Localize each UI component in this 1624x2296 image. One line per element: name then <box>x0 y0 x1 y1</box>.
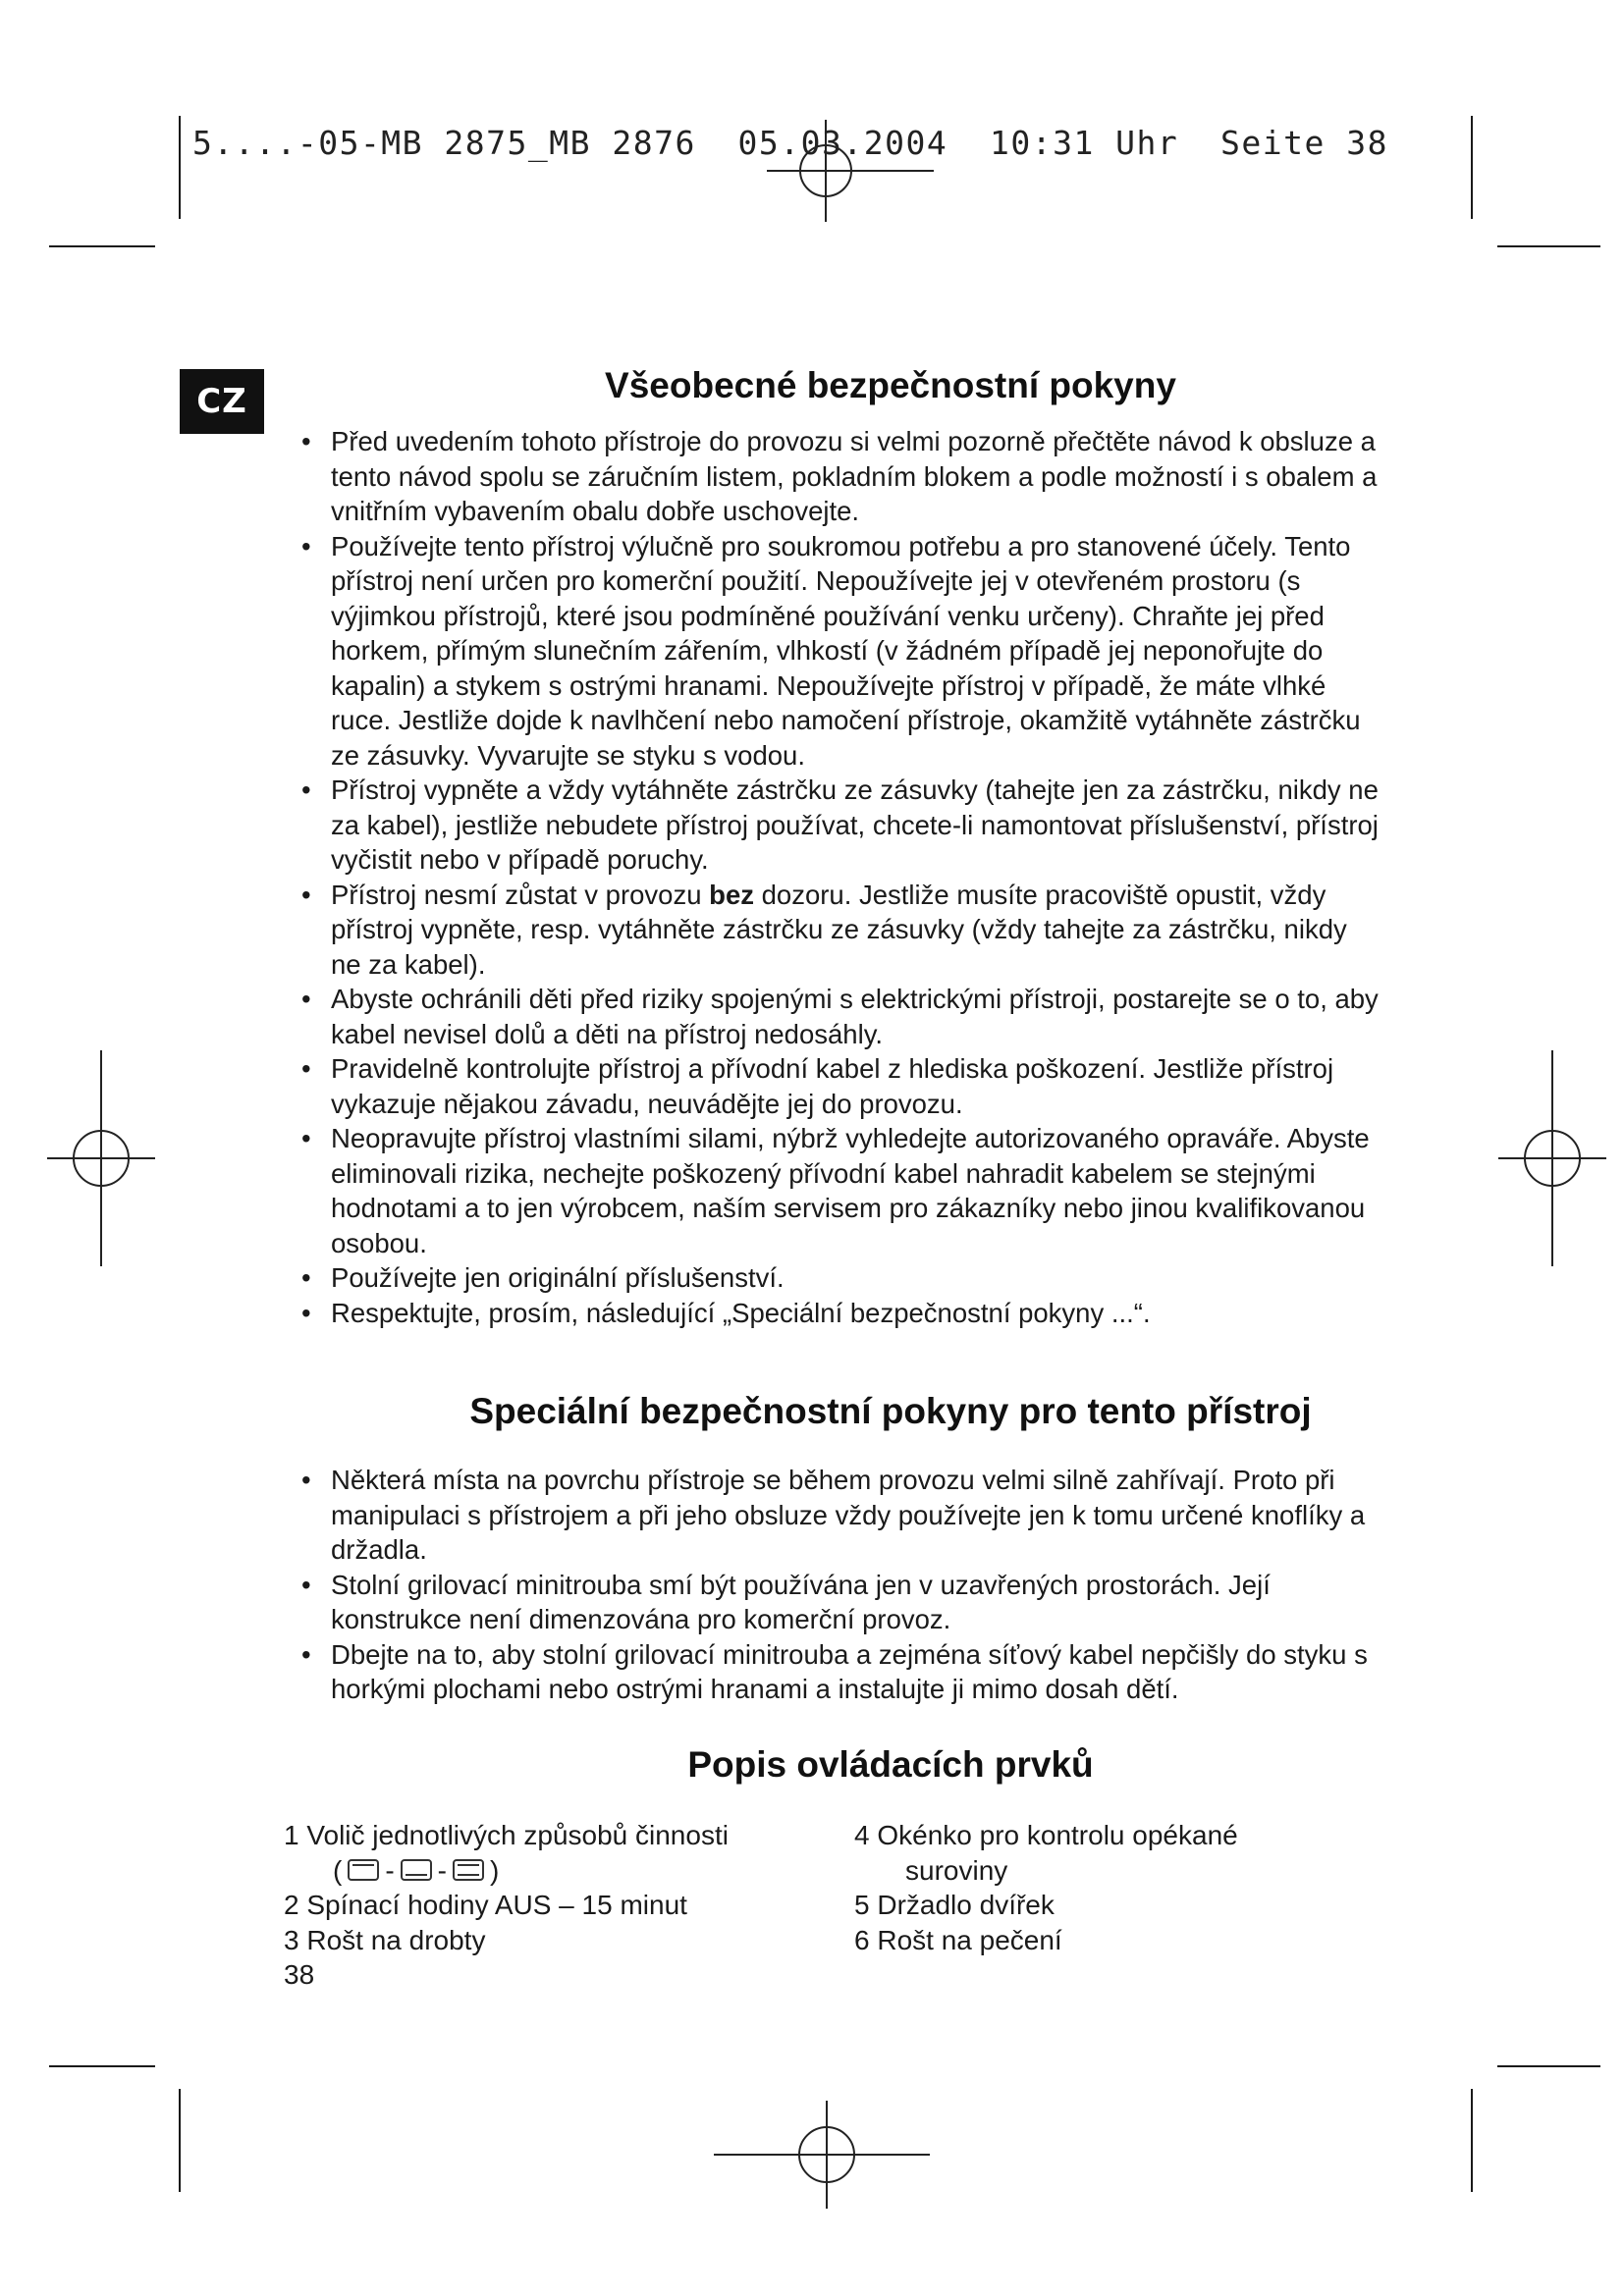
control-item: 5 Držadlo dvířek <box>854 1890 1055 1920</box>
control-item: 3 Rošt na drobty <box>284 1924 486 1955</box>
list-item: • Abyste ochránili děti před riziky spojenými s elektrickými přístroji, postarejte se o to, aby kabel nevisel dolů a děti na přístroj nedosáhly. <box>301 984 1379 1049</box>
bullet-icon: • <box>301 1262 311 1293</box>
special-safety-title: Speciální bezpečnostní pokyny pro tento přístroj <box>469 1391 1312 1431</box>
language-tab: CZ <box>180 369 264 434</box>
bullet-icon: • <box>301 426 311 456</box>
registration-mark-left-icon <box>47 1050 155 1266</box>
crop-mark-top-left-v <box>179 116 181 219</box>
top-bottom-heat-icon <box>453 1859 484 1881</box>
list-item: • Dbejte na to, aby stolní grilovací minitrouba a zejména síťový kabel nepčišly do styku s horkými plochami nebo ostrými hranami a instalujte ji mimo dosah dětí. <box>301 1638 1368 1704</box>
crop-mark-bottom-right-v <box>1471 2089 1473 2192</box>
controls-list-right <box>854 1818 1384 1957</box>
control-item: 2 Spínací hodiny AUS – 15 minut <box>284 1890 687 1920</box>
list-item: • Před uvedením tohoto přístroje do provozu si velmi pozorně přečtěte návod k obsluze a tento návod spolu se záručním listem, pokladním blokem a podle možností i s obalem a vnitřním vybavením obalu dobře uschovejte. <box>301 426 1378 526</box>
crop-mark-bottom-left-v <box>179 2089 181 2192</box>
bullet-icon: • <box>301 1297 311 1328</box>
mode-icons-row: ( - - ) <box>333 1854 500 1886</box>
bullet-icon: • <box>301 530 311 561</box>
registration-mark-bottom-icon <box>714 2101 930 2209</box>
list-item: • Používejte jen originální příslušenství. <box>284 1260 1383 1296</box>
bullet-icon: • <box>301 1053 311 1084</box>
controls-list-left <box>284 1818 834 1957</box>
bullet-icon: • <box>301 774 311 805</box>
list-item: • Stolní grilovací minitrouba smí být používána jen v uzavřených prostorách. Její konstrukce není dimenzována pro komerční provoz. <box>301 1569 1271 1634</box>
bullet-icon: • <box>301 1638 311 1670</box>
crop-mark-top-left-h <box>49 245 155 247</box>
control-item: 6 Rošt na pečení <box>854 1924 1062 1955</box>
general-safety-title: Všeobecné bezpečnostní pokyny <box>605 365 1176 405</box>
bullet-icon: • <box>301 1465 311 1495</box>
list-item: • Některá místa na povrchu přístroje se během provozu velmi silně zahřívají. Proto při manipulaci s přístrojem a při jeho obsluze vždy používejte jen k tomu určené knoflíky a držadla. <box>301 1465 1366 1565</box>
bullet-icon: • <box>301 879 311 910</box>
list-item: • Používejte tento přístroj výlučně pro soukromou potřebu a pro stanovené účely. Tento přístroj není určen pro komerční použití. Nepoužívejte jej v otevřeném prostoru (s výjimkou přístrojů, které jsou podmíněné používání venku určeny). Chraňte jej před horkem, přímým slunečním zářením, vlhkostí (v žádném případě jej neponořujte do kapalin) a stykem s ostrými hranami. Nepoužívejte přístroj v případě, že máte vlhké ruce. Jestliže dojde k navlhčení nebo namočení přístroje, okamžitě vytáhněte zástrčku ze zásuvky. Vyvarujte se styku s vodou. <box>301 530 1361 771</box>
special-safety-list <box>284 1463 1383 1707</box>
page-number: 38 <box>284 1959 315 1990</box>
crop-mark-top-right-v <box>1471 116 1473 219</box>
list-item: • Respektujte, prosím, následující „Speciální bezpečnostní pokyny ...“. <box>284 1296 1383 1331</box>
registration-mark-right-icon <box>1498 1050 1606 1266</box>
registration-mark-top-icon <box>767 90 934 228</box>
top-heat-icon <box>348 1859 379 1881</box>
control-item-continuation: suroviny <box>905 1854 1008 1886</box>
list-item: • Přístroj vypněte a vždy vytáhněte zástrčku ze zásuvky (tahejte jen za zástrčku, nikdy ne za kabel), jestliže nebudete přístroj používat, chcete-li namontovat příslušenství, přístroj vyčistit nebo v případě poruchy. <box>301 774 1379 875</box>
bottom-heat-icon <box>401 1859 432 1881</box>
crop-mark-bottom-left-h <box>49 2065 155 2067</box>
list-item: • Přístroj nesmí zůstat v provozu bez dozoru. Jestliže musíte pracoviště opustit, vždy přístroj vypněte, resp. vytáhněte zástrčku ze zásuvky (vždy tahejte za zástrčku, nikdy ne za kabel). <box>301 879 1347 980</box>
print-slug: 5....-05-MB 2875_MB 2876 05.03.2004 10:31 Uhr Seite 38 <box>192 124 1388 162</box>
bullet-icon: • <box>301 1569 311 1600</box>
bullet-icon: • <box>301 1123 311 1153</box>
control-item: 4 Okénko pro kontrolu opékané <box>854 1820 1238 1850</box>
list-item: • Neopravujte přístroj vlastními silami, nýbrž vyhledejte autorizovaného opraváře. Abyste eliminovali rizika, nechejte poškozený přívodní kabel nahradit kabelem se stejnými hodnotami a to jen výrobcem, naším servisem pro zákazníky nebo jinou kvalifikovanou osobou. <box>301 1123 1370 1258</box>
general-safety-list <box>284 424 1383 1330</box>
controls-title: Popis ovládacích prvků <box>687 1744 1094 1785</box>
crop-mark-top-right-h <box>1497 245 1600 247</box>
list-item: • Pravidelně kontrolujte přístroj a přívodní kabel z hlediska poškození. Jestliže přístroj vykazuje nějakou závadu, neuvádějte jej do provozu. <box>301 1053 1334 1119</box>
crop-mark-bottom-right-h <box>1497 2065 1600 2067</box>
control-item: 1 Volič jednotlivých způsobů činnosti <box>284 1820 729 1850</box>
bullet-icon: • <box>301 984 311 1014</box>
